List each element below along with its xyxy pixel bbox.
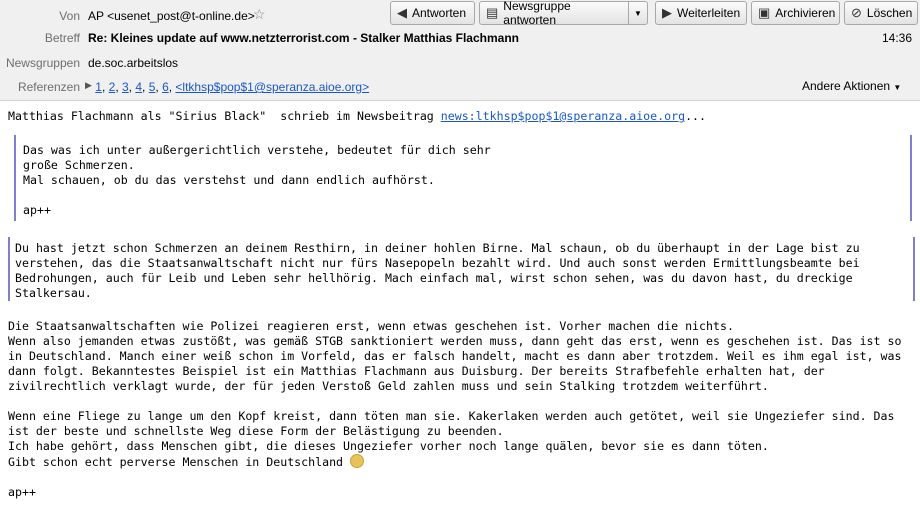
quote-line: Du hast jetzt schon Schmerzen an deinem Resthirn, in deiner hohlen Birne. Mal schaun, ob du überhaupt in der Lage bist zu — [15, 241, 860, 255]
chevron-down-icon: ▼ — [634, 8, 642, 18]
newsgroup-reply-icon: ▤ — [486, 5, 499, 20]
body-line: Wenn also jemanden etwas zustößt, was gemäß STGB sanktioniert werden muss, dann geht das erst, wenn es geschehen ist. Das ist so — [8, 334, 902, 348]
nested-quote-line: große Schmerzen. — [23, 158, 135, 172]
message-body — [0, 101, 920, 525]
quote-line: Stalkersau. — [15, 286, 92, 300]
quote-line: Bedrohungen, auch für Leib und Leben sehr hellhörig. Mach einfach mal, wirst schon sehen, was du davon hast, du dreckige — [15, 271, 853, 285]
nested-quote-line: Das was ich unter außergerichtlich verstehe, bedeutet für dich sehr — [23, 143, 491, 157]
nested-quote-text — [23, 143, 491, 218]
archive-button-label: Archivieren — [775, 6, 836, 20]
intro-news-link[interactable]: news:ltkhsp$pop$1@speranza.aioe.org — [440, 109, 686, 123]
more-actions-label: Andere Aktionen — [802, 79, 891, 93]
body-line: in Deutschland. Manch einer weiß schon im Vorfeld, das er falsch handelt, macht es dann aber trotzdem. Weil es ihm egal ist, was — [8, 349, 902, 363]
body-line: dann folgt. Bekanntestes Beispiel ist ein Matthias Flachmann aus Duisburg. Der bereits Strafbefehle erhalten hat, der — [8, 364, 825, 378]
reference-link[interactable]: 2 — [108, 80, 116, 94]
from-label: Von — [59, 9, 80, 23]
quote-block — [8, 237, 915, 301]
forward-arrow-icon: ▶ — [662, 5, 672, 20]
delete-circle-icon: ⊘ — [851, 5, 862, 20]
paragraph-1 — [8, 319, 901, 394]
reference-link[interactable]: 4 — [135, 80, 143, 94]
reference-link-last[interactable]: <ltkhsp$pop$1@speranza.aioe.org> — [175, 80, 370, 94]
nested-quote-block — [14, 135, 912, 221]
intro-prefix: Matthias Flachmann als "Sirius Black" schrieb im Newsbeitrag — [8, 109, 441, 123]
references-toggle-icon[interactable]: ▶ — [85, 80, 92, 90]
newsgroups-label: Newsgruppen — [5, 56, 80, 70]
nested-quote-line: ap++ — [23, 203, 51, 217]
subject-value: Re: Kleines update auf www.netzterrorist.com - Stalker Matthias Flachmann — [88, 31, 519, 45]
body-line: Wenn eine Fliege zu lange um den Kopf kreist, dann töten man sie. Kakerlaken werden auch getötet, weil sie Ungeziefer sind. Das — [8, 409, 895, 423]
body-line: zivilrechtlich verklagt wurde, der für jeden Verstoß Geld zahlen muss und sein Stalking trotzdem weiterführt. — [8, 379, 769, 393]
reply-button[interactable] — [390, 1, 475, 25]
star-icon[interactable]: ☆ — [253, 6, 266, 22]
body-line: Die Staatsanwaltschaften wie Polizei reagieren erst, wenn etwas geschehen ist. Vorher machen die nichts. — [8, 319, 734, 333]
archive-button[interactable] — [751, 1, 840, 25]
body-line: ist der beste und schnellste Weg diese Form der Belästigung zu beenden. — [8, 424, 504, 438]
reply-newsgroup-dropdown[interactable] — [628, 1, 648, 25]
references-list: ▶ 1, 2, 3, 4, 5, 6, <ltkhsp$pop$1@speranza.aioe.org> — [85, 80, 370, 94]
body-line: Ich habe gehört, dass Menschen gibt, die dieses Ungeziefer vorher noch lange quälen, bevor sie es dann töten. — [8, 439, 769, 453]
intro-line — [8, 109, 706, 124]
reply-arrow-icon: ◀ — [397, 5, 407, 20]
smiley-icon — [350, 454, 364, 468]
message-time: 14:36 — [881, 31, 912, 45]
delete-button-label: Löschen — [866, 6, 913, 20]
signature: ap++ — [8, 485, 36, 499]
references-label: Referenzen — [17, 80, 80, 94]
reply-newsgroup-button[interactable] — [479, 1, 629, 25]
reference-link[interactable]: 1 — [95, 80, 102, 94]
paragraph-2 — [8, 409, 894, 470]
forward-button[interactable] — [655, 1, 747, 25]
subject-label: Betreff — [44, 31, 80, 45]
more-actions-menu[interactable] — [802, 79, 901, 93]
newsgroups-value[interactable]: de.soc.arbeitslos — [88, 56, 179, 70]
chevron-down-icon: ▼ — [893, 83, 902, 92]
quote-text — [15, 241, 860, 301]
reference-link[interactable]: 5 — [148, 80, 156, 94]
from-value[interactable]: AP <usenet_post@t-online.de> — [88, 9, 255, 23]
delete-button[interactable] — [844, 1, 918, 25]
reply-newsgroup-label: Newsgruppe antworten — [503, 0, 571, 27]
reply-button-label: Antworten — [412, 6, 467, 20]
nested-quote-line: Mal schauen, ob du das verstehst und dann endlich aufhörst. — [23, 173, 435, 187]
reference-link[interactable]: 3 — [121, 80, 129, 94]
quote-line: verstehen, das die Staatsanwaltschaft nicht nur fürs Nasepopeln bezahlt wird. Und auch sonst werden Ermittlungsbeamte bei — [15, 256, 860, 270]
message-header — [0, 0, 920, 101]
forward-button-label: Weiterleiten — [677, 6, 741, 20]
archive-box-icon: ▣ — [758, 5, 771, 20]
reference-link[interactable]: 6 — [162, 80, 169, 94]
body-line: Gibt schon echt perverse Menschen in Deutschland — [8, 455, 351, 469]
intro-suffix: ... — [685, 109, 707, 123]
